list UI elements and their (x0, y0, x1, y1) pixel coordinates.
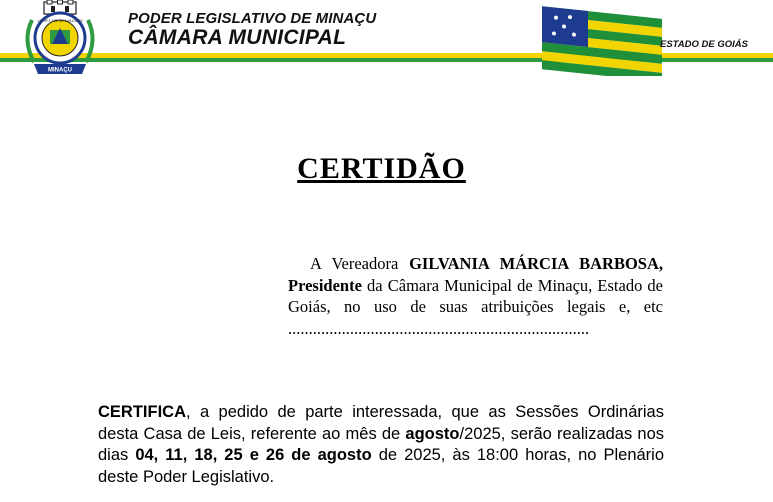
crest-banner-text: MINAÇU (48, 67, 72, 74)
intro-dots: ......................................................................... (288, 318, 590, 338)
goias-flag-icon (540, 4, 670, 76)
certifica-lead: CERTIFICA (98, 403, 186, 421)
municipal-crest-icon (14, 0, 106, 80)
state-label: ESTADO DE GOIÁS (660, 39, 748, 50)
org-line2: CÂMARA MUNICIPAL (128, 26, 347, 49)
intro-text-1: A Vereadora (310, 254, 410, 273)
body-text-2: /2025, serão realizadas nos dias (98, 424, 665, 464)
org-line1: PODER LEGISLATIVO DE MINAÇU (128, 10, 377, 27)
body-text-1: , a pedido de parte interessada, que as Sessões Ordinárias desta Casa de Leis, referente ao mês de (98, 403, 664, 443)
body-text-3: de 2025, às 18:00 horas, no Plenário deste Poder Legislativo. (98, 446, 665, 486)
intro-text-2: da Câmara Municipal de Minaçu, Estado de Goiás, no uso de suas atribuições legais e, etc (288, 275, 663, 316)
president-name: GILVANIA MÁRCIA BARBOSA, Presidente (288, 254, 664, 295)
document-title: CERTIDÃO (297, 152, 466, 185)
crest-band-text: LEI Nº 1.181 DE 14/11/1976 (37, 19, 83, 23)
session-month: agosto (405, 424, 460, 443)
certification-paragraph (98, 402, 664, 488)
intro-paragraph (288, 253, 663, 339)
session-days: 04, 11, 18, 25 e 26 de agosto (135, 446, 372, 464)
